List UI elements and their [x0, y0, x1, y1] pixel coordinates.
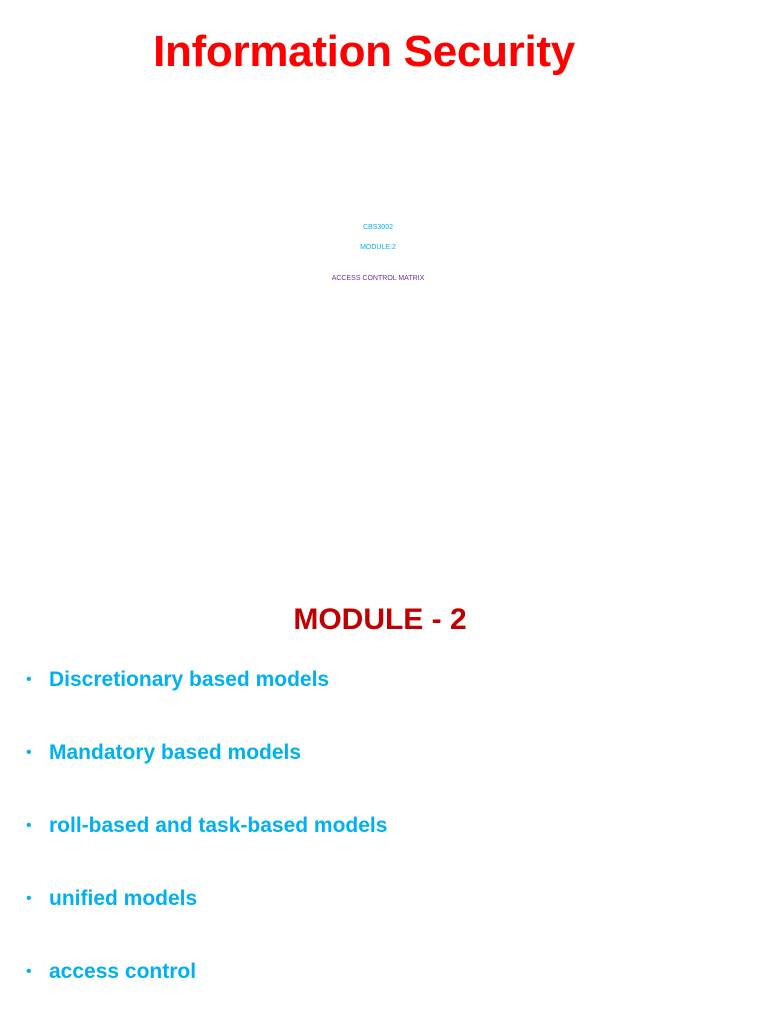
bullet-icon: •	[26, 890, 32, 907]
bullet-icon: •	[26, 963, 32, 980]
list-item	[26, 662, 387, 735]
bullet-text: access control	[49, 960, 197, 983]
bullet-text: Mandatory based models	[49, 741, 302, 764]
course-code: CBS3002	[363, 224, 393, 231]
list-item	[26, 808, 387, 881]
module-heading: MODULE - 2	[293, 603, 467, 636]
list-item	[26, 954, 387, 1027]
bullet-text: unified models	[49, 887, 198, 910]
bullet-icon: •	[26, 817, 32, 834]
module-label: MODULE:2	[360, 244, 396, 251]
bullet-list	[26, 662, 387, 1027]
list-item	[26, 881, 387, 954]
slide-title: Information Security	[153, 27, 575, 76]
bullet-text: Discretionary based models	[49, 668, 330, 691]
bullet-icon: •	[26, 744, 32, 761]
topic-label: ACCESS CONTROL MATRIX	[331, 275, 425, 282]
bullet-text: roll-based and task-based models	[49, 814, 388, 837]
list-item	[26, 735, 387, 808]
bullet-icon: •	[26, 671, 32, 688]
